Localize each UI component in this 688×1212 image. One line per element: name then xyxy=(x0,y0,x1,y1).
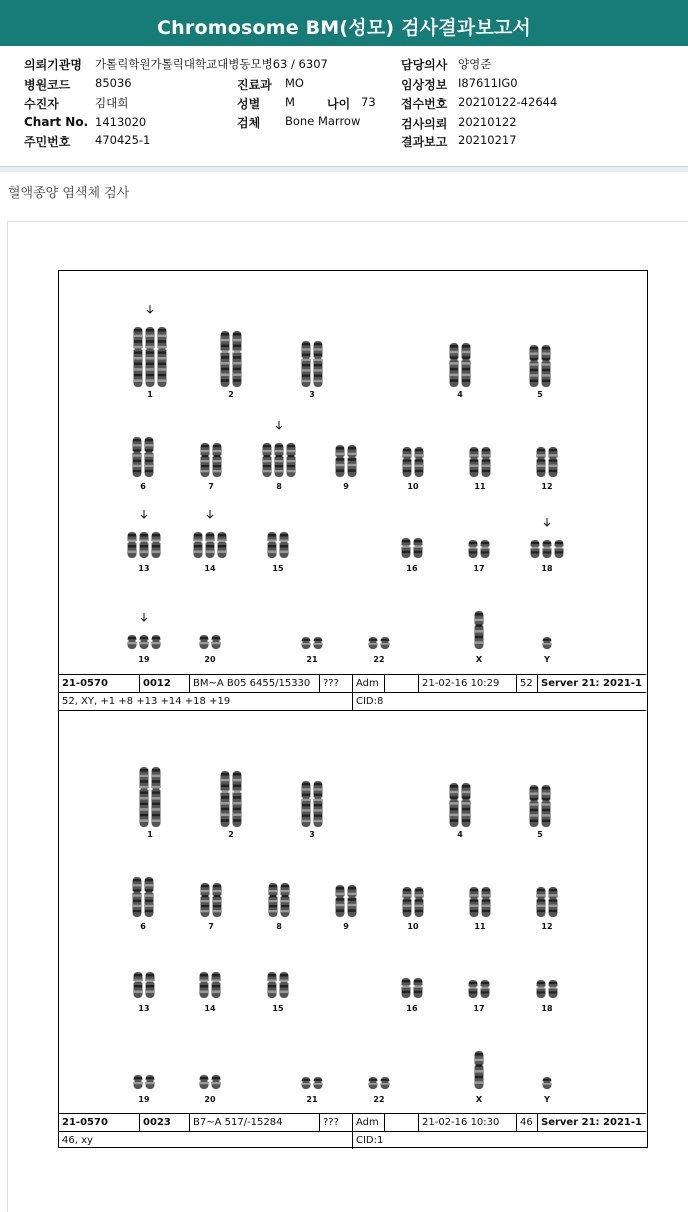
karyotype-formula: 46, xy xyxy=(59,1132,353,1149)
chromosome-group-6 xyxy=(132,437,154,477)
chromosome-label: 9 xyxy=(343,482,349,491)
chromosome-group-2 xyxy=(220,771,242,827)
chromosome-19-copy xyxy=(151,635,161,649)
patient-info-block xyxy=(0,46,688,168)
chromosome-group-12 xyxy=(536,447,558,477)
chart-no-label: Chart No. xyxy=(24,115,89,129)
section-title: 혈액종양 염색체 검사 xyxy=(8,186,130,201)
receipt-no-value: 20210122-42644 xyxy=(458,95,558,109)
chromosome-4-copy xyxy=(449,343,459,387)
chromosome-group-18 xyxy=(530,540,564,558)
chromosome-label: 6 xyxy=(140,482,146,491)
chromosome-group-10 xyxy=(402,447,424,477)
chromosome-13-copy xyxy=(127,532,137,558)
chromosome-group-X xyxy=(474,1051,484,1089)
chromosome-5-copy xyxy=(529,785,539,827)
clinical-info-value: I87611IG0 xyxy=(458,76,518,90)
slide-info: BM~A B05 6455/15330 xyxy=(190,675,320,692)
chromosome-Y-copy xyxy=(542,637,552,649)
chromosome-label: 20 xyxy=(204,655,216,664)
chromosome-label: 3 xyxy=(309,390,315,399)
chromosome-16-copy xyxy=(413,978,423,998)
chromosome-2-copy xyxy=(220,331,230,387)
chromosome-group-13 xyxy=(127,532,161,558)
chromosome-label: 21 xyxy=(306,655,318,664)
chromosome-12-copy xyxy=(536,887,546,917)
chromosome-group-4 xyxy=(449,783,471,827)
divider-band xyxy=(0,166,688,172)
chromosome-13-copy xyxy=(145,972,155,998)
specimen-value: Bone Marrow xyxy=(285,114,361,128)
chromosome-count: 46 xyxy=(517,1114,538,1131)
doctor-label: 담당의사 xyxy=(401,58,448,72)
cell-number: 0012 xyxy=(140,675,190,692)
chromosome-group-14 xyxy=(199,972,221,998)
chromosome-label: 13 xyxy=(138,1004,150,1013)
chromosome-4-copy xyxy=(461,343,471,387)
chromosome-group-7 xyxy=(200,883,222,917)
chromosome-label: X xyxy=(475,655,483,664)
specimen-label: 검체 xyxy=(237,116,261,130)
chromosome-4-copy xyxy=(449,783,459,827)
chromosome-16-copy xyxy=(401,978,411,998)
chromosome-5-copy xyxy=(541,785,551,827)
chromosome-19-copy xyxy=(127,635,137,649)
chromosome-14-copy xyxy=(217,532,227,558)
report-title: Chromosome BM(성모) 검사결과보고서 xyxy=(157,17,531,39)
chromosome-label: 19 xyxy=(138,1095,150,1104)
karyogram-2-result-row xyxy=(59,1131,646,1149)
chromosome-10-copy xyxy=(402,447,412,477)
chromosome-group-1 xyxy=(139,767,161,827)
chromosome-group-11 xyxy=(469,887,491,917)
hospital-code-label: 병원코드 xyxy=(24,78,71,92)
chromosome-1-copy xyxy=(157,327,167,387)
chromosome-group-19 xyxy=(133,1075,155,1089)
department-value: MO xyxy=(285,76,304,90)
chromosome-label: 15 xyxy=(272,1004,284,1013)
chromosome-3-copy xyxy=(301,341,311,387)
receipt-no-label: 접수번호 xyxy=(401,97,448,111)
chromosome-14-copy xyxy=(199,972,209,998)
chromosome-22-copy xyxy=(368,1077,378,1089)
chromosome-8-copy xyxy=(286,443,296,477)
chromosome-19-copy xyxy=(133,1075,143,1089)
chromosome-label: 5 xyxy=(537,830,543,839)
cid: CID:1 xyxy=(356,1135,384,1146)
chromosome-label: 16 xyxy=(406,564,418,573)
chromosome-label: 12 xyxy=(541,922,553,931)
karyogram-2-meta-row xyxy=(59,1113,646,1131)
chromosome-group-3 xyxy=(301,781,323,827)
server-info: Server 21: 2021-1 xyxy=(541,678,642,689)
chromosome-20-copy xyxy=(199,635,209,649)
chromosome-group-8 xyxy=(262,443,296,477)
request-org-label: 의뢰기관명 xyxy=(24,58,82,72)
chromosome-3-copy xyxy=(313,781,323,827)
chromosome-X-copy xyxy=(474,611,484,649)
report-header xyxy=(0,0,688,46)
abnormality-arrow-icon xyxy=(276,421,282,429)
chromosome-17-copy xyxy=(468,980,478,998)
chromosome-label: 13 xyxy=(138,564,150,573)
chromosome-group-5 xyxy=(529,785,551,827)
chromosome-22-copy xyxy=(380,1077,390,1089)
chromosome-20-copy xyxy=(199,1075,209,1089)
chromosome-9-copy xyxy=(347,885,357,917)
chromosome-label: 7 xyxy=(208,922,214,931)
blank-cell xyxy=(385,1114,419,1131)
chromosome-1-copy xyxy=(139,767,149,827)
chromosome-group-3 xyxy=(301,341,323,387)
chromosome-3-copy xyxy=(313,341,323,387)
request-org-value: 가톨릭학원가톨릭대학교대병동모병63 / 6307 xyxy=(95,57,328,71)
chromosome-13-copy xyxy=(151,532,161,558)
chromosome-group-8 xyxy=(268,883,290,917)
chromosome-7-copy xyxy=(212,443,222,477)
chromosome-label: 14 xyxy=(204,1004,216,1013)
chromosome-14-copy xyxy=(193,532,203,558)
server-info: Server 21: 2021-1 xyxy=(541,1117,642,1128)
chromosome-6-copy xyxy=(132,437,142,477)
chromosome-21-copy xyxy=(301,637,311,649)
chromosome-8-copy xyxy=(268,883,278,917)
clinical-info-label: 임상정보 xyxy=(401,78,448,92)
chromosome-7-copy xyxy=(200,883,210,917)
sex-label: 성별 xyxy=(237,97,261,111)
cid: CID:8 xyxy=(356,696,384,707)
chromosome-1-copy xyxy=(133,327,143,387)
chromosome-1-copy xyxy=(151,767,161,827)
karyogram-2-canvas xyxy=(59,711,646,1114)
chromosome-12-copy xyxy=(548,447,558,477)
chromosome-group-21 xyxy=(301,1077,323,1089)
chromosome-label: 17 xyxy=(473,1004,485,1013)
chromosome-group-7 xyxy=(200,443,222,477)
chromosome-label: 7 xyxy=(208,482,214,491)
chromosome-12-copy xyxy=(548,887,558,917)
chromosome-6-copy xyxy=(144,877,154,917)
chromosome-label: 15 xyxy=(272,564,284,573)
case-number: 21-0570 xyxy=(59,675,140,692)
chromosome-18-copy xyxy=(554,540,564,558)
chromosome-group-19 xyxy=(127,635,161,649)
chromosome-17-copy xyxy=(480,540,490,558)
chromosome-15-copy xyxy=(267,972,277,998)
chromosome-10-copy xyxy=(414,887,424,917)
chromosome-label: 2 xyxy=(228,390,234,399)
blank-cell xyxy=(385,675,419,692)
abnormality-arrow-icon xyxy=(141,613,147,621)
chromosome-2-copy xyxy=(220,771,230,827)
chromosome-5-copy xyxy=(529,345,539,387)
chromosome-15-copy xyxy=(279,532,289,558)
chromosome-8-copy xyxy=(280,883,290,917)
chromosome-label: 8 xyxy=(276,482,282,491)
examinee-label: 수진자 xyxy=(24,97,59,111)
chromosome-20-copy xyxy=(211,1075,221,1089)
chromosome-11-copy xyxy=(469,447,479,477)
chromosome-label: 10 xyxy=(407,482,419,491)
chromosome-label: 18 xyxy=(541,564,553,573)
chromosome-2-copy xyxy=(232,771,242,827)
chromosome-group-Y xyxy=(542,1077,552,1089)
abnormality-arrow-icon xyxy=(544,518,550,526)
age-label: 나이 xyxy=(327,97,351,111)
chromosome-group-17 xyxy=(468,540,490,558)
chromosome-16-copy xyxy=(413,538,423,558)
chromosome-group-22 xyxy=(368,637,390,649)
chromosome-6-copy xyxy=(132,877,142,917)
chromosome-group-17 xyxy=(468,980,490,998)
chromosome-14-copy xyxy=(205,532,215,558)
abnormality-arrow-icon xyxy=(141,510,147,518)
chromosome-label: 6 xyxy=(140,922,146,931)
capture-datetime: 21-02-16 10:30 xyxy=(419,1114,517,1131)
chromosome-8-copy xyxy=(262,443,272,477)
chromosome-7-copy xyxy=(200,443,210,477)
chromosome-11-copy xyxy=(481,887,491,917)
chromosome-3-copy xyxy=(301,781,311,827)
chromosome-12-copy xyxy=(536,447,546,477)
chromosome-group-11 xyxy=(469,447,491,477)
chromosome-19-copy xyxy=(145,1075,155,1089)
chromosome-10-copy xyxy=(414,447,424,477)
chromosome-8-copy xyxy=(274,443,284,477)
chromosome-13-copy xyxy=(133,972,143,998)
chromosome-11-copy xyxy=(469,887,479,917)
chromosome-17-copy xyxy=(480,980,490,998)
cell-number: 0023 xyxy=(140,1114,190,1131)
chromosome-label: 12 xyxy=(541,482,553,491)
department-label: 진료과 xyxy=(237,78,272,92)
chromosome-19-copy xyxy=(139,635,149,649)
chromosome-group-20 xyxy=(199,635,221,649)
chromosome-label: 2 xyxy=(228,830,234,839)
chromosome-16-copy xyxy=(401,538,411,558)
chromosome-label: 5 xyxy=(537,390,543,399)
chromosome-label: 11 xyxy=(474,482,486,491)
sex-value: M xyxy=(285,95,295,109)
chromosome-15-copy xyxy=(267,532,277,558)
examinee-value: 김대희 xyxy=(95,96,129,110)
chromosome-label: 9 xyxy=(343,922,349,931)
case-number: 21-0570 xyxy=(59,1114,140,1131)
chromosome-label: 14 xyxy=(204,564,216,573)
chromosome-label: 22 xyxy=(373,1095,385,1104)
chromosome-10-copy xyxy=(402,887,412,917)
hospital-code-value: 85036 xyxy=(95,76,132,90)
chromosome-14-copy xyxy=(211,972,221,998)
chromosome-7-copy xyxy=(212,883,222,917)
abnormality-arrow-icon xyxy=(147,305,153,313)
chromosome-20-copy xyxy=(211,635,221,649)
chromosome-label: Y xyxy=(544,655,550,664)
chromosome-group-20 xyxy=(199,1075,221,1089)
chromosome-label: 4 xyxy=(457,830,463,839)
chromosome-4-copy xyxy=(461,783,471,827)
chromosome-label: 18 xyxy=(541,1004,553,1013)
age-value: 73 xyxy=(361,95,376,109)
chromosome-18-copy xyxy=(536,980,546,998)
chromosome-label: 19 xyxy=(138,655,150,664)
karyogram-1-result-row xyxy=(59,692,646,710)
chromosome-6-copy xyxy=(144,437,154,477)
chromosome-group-X xyxy=(474,611,484,649)
doctor-value: 양영준 xyxy=(458,57,492,71)
chromosome-label: 8 xyxy=(276,922,282,931)
chromosome-group-5 xyxy=(529,345,551,387)
chromosome-22-copy xyxy=(380,637,390,649)
chromosome-group-9 xyxy=(335,885,357,917)
resident-no-value: 470425-1 xyxy=(95,133,151,147)
slide-info: B7~A 517/-15284 xyxy=(190,1114,320,1131)
chromosome-group-2 xyxy=(220,331,242,387)
chromosome-15-copy xyxy=(279,972,289,998)
chromosome-Y-copy xyxy=(542,1077,552,1089)
chromosome-21-copy xyxy=(313,637,323,649)
chromosome-label: 22 xyxy=(373,655,385,664)
chromosome-9-copy xyxy=(335,445,345,477)
chromosome-21-copy xyxy=(313,1077,323,1089)
chromosome-group-4 xyxy=(449,343,471,387)
chromosome-group-15 xyxy=(267,972,289,998)
chromosome-18-copy xyxy=(530,540,540,558)
chromosome-1-copy xyxy=(145,327,155,387)
chromosome-group-10 xyxy=(402,887,424,917)
karyogram-1-canvas xyxy=(59,271,646,674)
chromosome-18-copy xyxy=(542,540,552,558)
chromosome-label: 10 xyxy=(407,922,419,931)
chromosome-X-copy xyxy=(474,1051,484,1089)
karyotype-formula: 52, XY, +1 +8 +13 +14 +18 +19 xyxy=(59,693,353,710)
chromosome-label: 21 xyxy=(306,1095,318,1104)
chromosome-17-copy xyxy=(468,540,478,558)
chromosome-label: 1 xyxy=(147,830,153,839)
request-date-label: 검사의뢰 xyxy=(401,117,448,131)
abnormality-arrow-icon xyxy=(207,510,213,518)
chromosome-9-copy xyxy=(335,885,345,917)
chromosome-label: 4 xyxy=(457,390,463,399)
request-date-value: 20210122 xyxy=(458,115,517,129)
chromosome-group-1 xyxy=(133,327,167,387)
karyogram-1-meta-row xyxy=(59,674,646,692)
chromosome-2-copy xyxy=(232,331,242,387)
report-date-value: 20210217 xyxy=(458,133,517,147)
chromosome-21-copy xyxy=(301,1077,311,1089)
chromosome-label: X xyxy=(475,1095,483,1104)
chromosome-group-13 xyxy=(133,972,155,998)
karyogram-2 xyxy=(59,710,646,1113)
chromosome-label: 3 xyxy=(309,830,315,839)
chromosome-group-21 xyxy=(301,637,323,649)
chromosome-11-copy xyxy=(481,447,491,477)
capture-datetime: 21-02-16 10:29 xyxy=(419,675,517,692)
chromosome-label: Y xyxy=(544,1095,550,1104)
karyogram-1 xyxy=(59,271,646,674)
chromosome-label: 16 xyxy=(406,1004,418,1013)
chromosome-label: 1 xyxy=(147,390,153,399)
chromosome-5-copy xyxy=(541,345,551,387)
chromosome-group-9 xyxy=(335,445,357,477)
chromosome-group-Y xyxy=(542,637,552,649)
chromosome-label: 20 xyxy=(204,1095,216,1104)
chromosome-18-copy xyxy=(548,980,558,998)
chromosome-group-18 xyxy=(536,980,558,998)
adm-label: Adm xyxy=(353,1114,385,1131)
chromosome-group-6 xyxy=(132,877,154,917)
chromosome-label: 17 xyxy=(473,564,485,573)
chart-no-value: 1413020 xyxy=(95,115,147,129)
chromosome-group-16 xyxy=(401,978,423,998)
chromosome-group-12 xyxy=(536,887,558,917)
chromosome-22-copy xyxy=(368,637,378,649)
report-date-label: 결과보고 xyxy=(401,135,448,149)
flag: ??? xyxy=(320,1114,353,1131)
adm-label: Adm xyxy=(353,675,385,692)
chromosome-count: 52 xyxy=(517,675,538,692)
chromosome-label: 11 xyxy=(474,922,486,931)
karyotype-report xyxy=(58,270,648,1148)
flag: ??? xyxy=(320,675,353,692)
chromosome-group-15 xyxy=(267,532,289,558)
chromosome-group-22 xyxy=(368,1077,390,1089)
chromosome-13-copy xyxy=(139,532,149,558)
chromosome-9-copy xyxy=(347,445,357,477)
chromosome-group-16 xyxy=(401,538,423,558)
chromosome-group-14 xyxy=(193,532,227,558)
resident-no-label: 주민번호 xyxy=(24,135,71,149)
